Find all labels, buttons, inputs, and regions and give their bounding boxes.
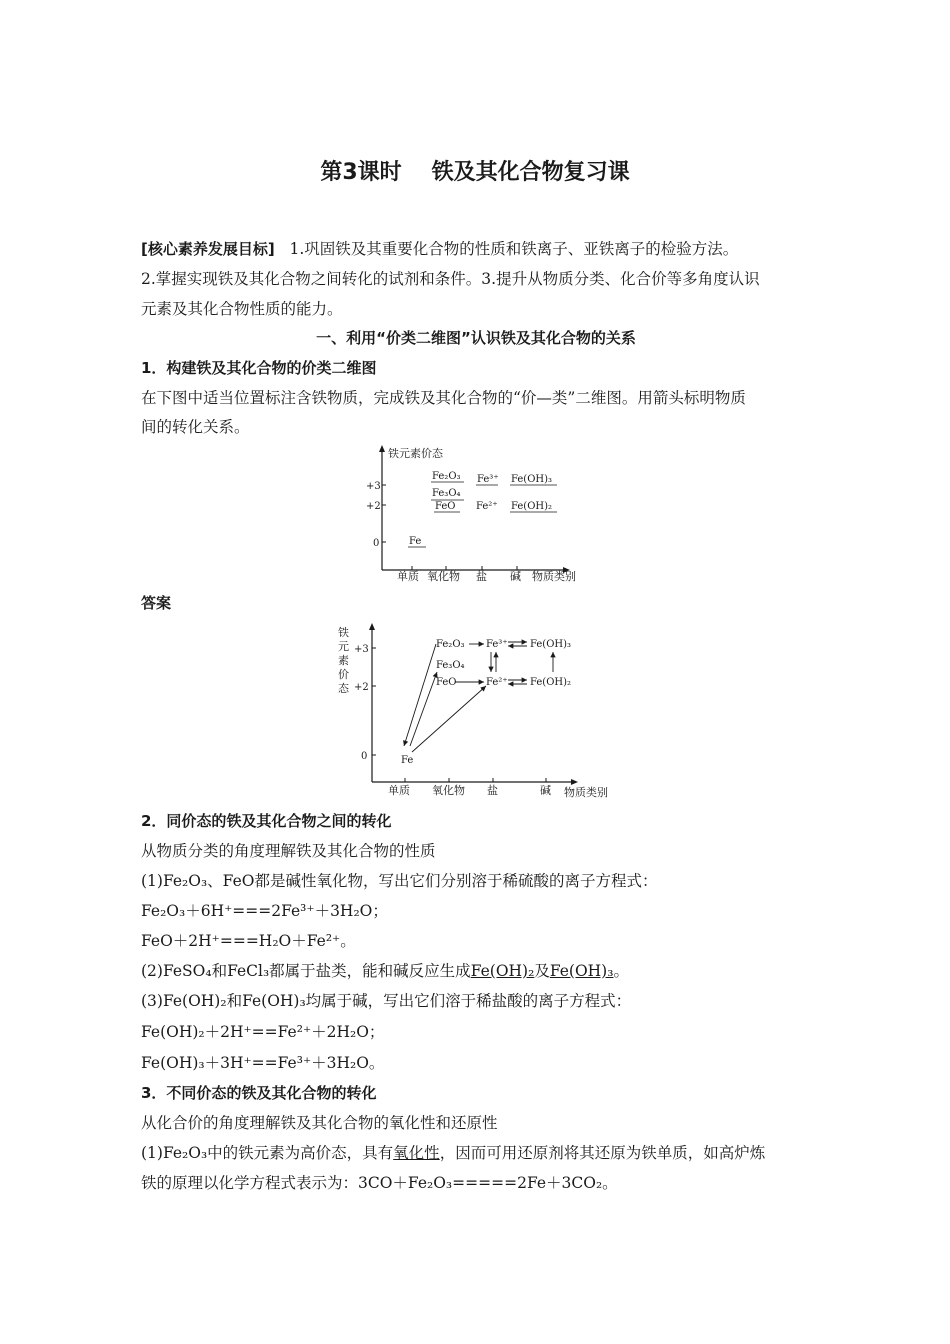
paragraph-1a: 在下图中适当位置标注含铁物质，完成铁及其化合物的“价—类”二维图。用箭头标明物质 xyxy=(141,389,746,407)
species-fe2plus: Fe²⁺ xyxy=(486,677,508,688)
subheading-2: 2．同价态的铁及其化合物之间的转化 xyxy=(141,812,392,830)
x-tick-element: 单质 xyxy=(388,784,410,797)
answer-label: 答案 xyxy=(141,594,172,612)
y-tick-plus3: +3 xyxy=(366,481,381,492)
x-tick-base: 碱 xyxy=(540,784,551,797)
subheading-3-intro: 从化合价的角度理解铁及其化合物的氧化性和还原性 xyxy=(141,1114,498,1132)
question-1: (1)Fe₂O₃、FeO都是碱性氧化物，写出它们分别溶于稀硫酸的离子方程式： xyxy=(141,872,658,890)
species-feoh2: Fe(OH)₂ xyxy=(530,677,572,688)
y-axis-label: 铁元素价态 xyxy=(388,447,443,460)
goals-line-1 xyxy=(141,238,811,260)
y-label-char-2: 元 xyxy=(338,640,349,653)
subheading-2-intro: 从物质分类的角度理解铁及其化合物的性质 xyxy=(141,842,436,860)
goals-line-3: 元素及其化合物性质的能力。 xyxy=(141,300,343,318)
species-fe3o4: Fe₃O₄ xyxy=(436,660,465,671)
paragraph-1b: 间的转化关系。 xyxy=(141,418,250,436)
species-fe: Fe xyxy=(409,536,422,547)
species-fe2o3: Fe₂O₃ xyxy=(432,471,461,482)
x-tick-salt: 盐 xyxy=(487,784,498,797)
section-heading: 一、利用“价类二维图”认识铁及其化合物的关系 xyxy=(316,329,636,347)
species-feoh2: Fe(OH)₂ xyxy=(511,501,553,512)
species-feoh3: Fe(OH)₃ xyxy=(530,639,572,650)
species-feo: FeO xyxy=(436,677,457,688)
question-2 xyxy=(141,960,811,982)
paragraph-3a xyxy=(141,1142,811,1164)
arrow-fe-to-fe2plus xyxy=(412,686,486,752)
species-fe2plus: Fe²⁺ xyxy=(476,501,498,512)
species-fe: Fe xyxy=(401,755,414,766)
x-axis-label: 物质类别 xyxy=(564,786,608,799)
x-tick-oxide: 氧化物 xyxy=(427,570,460,583)
equation-2: FeO＋2H⁺===H₂O＋Fe²⁺。 xyxy=(141,932,356,950)
question-3: (3)Fe(OH)₂和Fe(OH)₃均属于碱，写出它们溶于稀盐酸的离子方程式： xyxy=(141,992,632,1010)
species-fe2o3: Fe₂O₃ xyxy=(436,639,465,650)
subheading-1: 1．构建铁及其化合物的价类二维图 xyxy=(141,359,377,377)
subheading-3: 3．不同价态的铁及其化合物的转化 xyxy=(141,1084,377,1102)
goals-line-2: 2.掌握实现铁及其化合物之间转化的试剂和条件。3.提升从物质分类、化合价等多角度认识 xyxy=(141,270,760,288)
x-tick-element: 单质 xyxy=(397,570,419,583)
goals-item-1: 1.巩固铁及其重要化合物的性质和铁离子、亚铁离子的检验方法。 xyxy=(289,240,739,258)
species-fe3plus: Fe³⁺ xyxy=(477,474,499,485)
species-feo: FeO xyxy=(435,501,456,512)
y-tick-plus2: +2 xyxy=(366,501,381,512)
y-tick-plus3: +3 xyxy=(354,644,369,655)
question-2-end: 。 xyxy=(613,962,629,980)
x-tick-salt: 盐 xyxy=(476,570,487,583)
y-tick-zero: 0 xyxy=(373,538,380,549)
y-label-char-1: 铁 xyxy=(338,626,349,639)
equation-1: Fe₂O₃＋6H⁺===2Fe³⁺＋3H₂O； xyxy=(141,902,388,920)
y-tick-zero: 0 xyxy=(361,751,368,762)
y-label-char-4: 价 xyxy=(338,668,349,681)
x-axis-label: 物质类别 xyxy=(532,570,576,583)
paragraph-3a-end: ，因而可用还原剂将其还原为铁单质，如高炉炼 xyxy=(439,1144,766,1162)
y-tick-plus2: +2 xyxy=(354,682,369,693)
question-2-text: (2)FeSO₄和FeCl₃都属于盐类，能和碱反应生成 xyxy=(141,962,471,980)
answer-feoh2: Fe(OH)₂ xyxy=(470,962,535,980)
answer-oxidizing: 氧化性 xyxy=(393,1144,440,1162)
y-label-char-5: 态 xyxy=(338,682,349,695)
paragraph-3b: 铁的原理以化学方程式表示为：3CO＋Fe₂O₃=====2Fe＋3CO₂。 xyxy=(141,1174,618,1192)
page-title xyxy=(0,155,950,186)
x-tick-base: 碱 xyxy=(510,570,521,583)
equation-3: Fe(OH)₂＋2H⁺==Fe²⁺＋2H₂O； xyxy=(141,1023,385,1041)
species-fe3o4: Fe₃O₄ xyxy=(432,488,461,499)
equation-4: Fe(OH)₃＋3H⁺==Fe³⁺＋3H₂O。 xyxy=(141,1054,385,1072)
valence-class-diagram-answer xyxy=(332,620,622,802)
y-label-char-3: 素 xyxy=(338,654,349,667)
x-tick-oxide: 氧化物 xyxy=(432,784,465,797)
lesson-number: 第3课时 xyxy=(320,160,402,185)
lesson-topic: 铁及其化合物复习课 xyxy=(431,160,630,185)
paragraph-3a-start: (1)Fe₂O₃中的铁元素为高价态，具有 xyxy=(141,1144,394,1162)
valence-class-diagram-blank xyxy=(360,442,600,584)
species-feoh3: Fe(OH)₃ xyxy=(511,474,553,485)
arrow-fe2o3-to-fe xyxy=(404,644,436,746)
species-fe3plus: Fe³⁺ xyxy=(486,639,508,650)
goals-label: [核心素养发展目标] xyxy=(141,240,275,258)
question-2-connector: 及 xyxy=(534,962,550,980)
answer-feoh3: Fe(OH)₃ xyxy=(549,962,614,980)
